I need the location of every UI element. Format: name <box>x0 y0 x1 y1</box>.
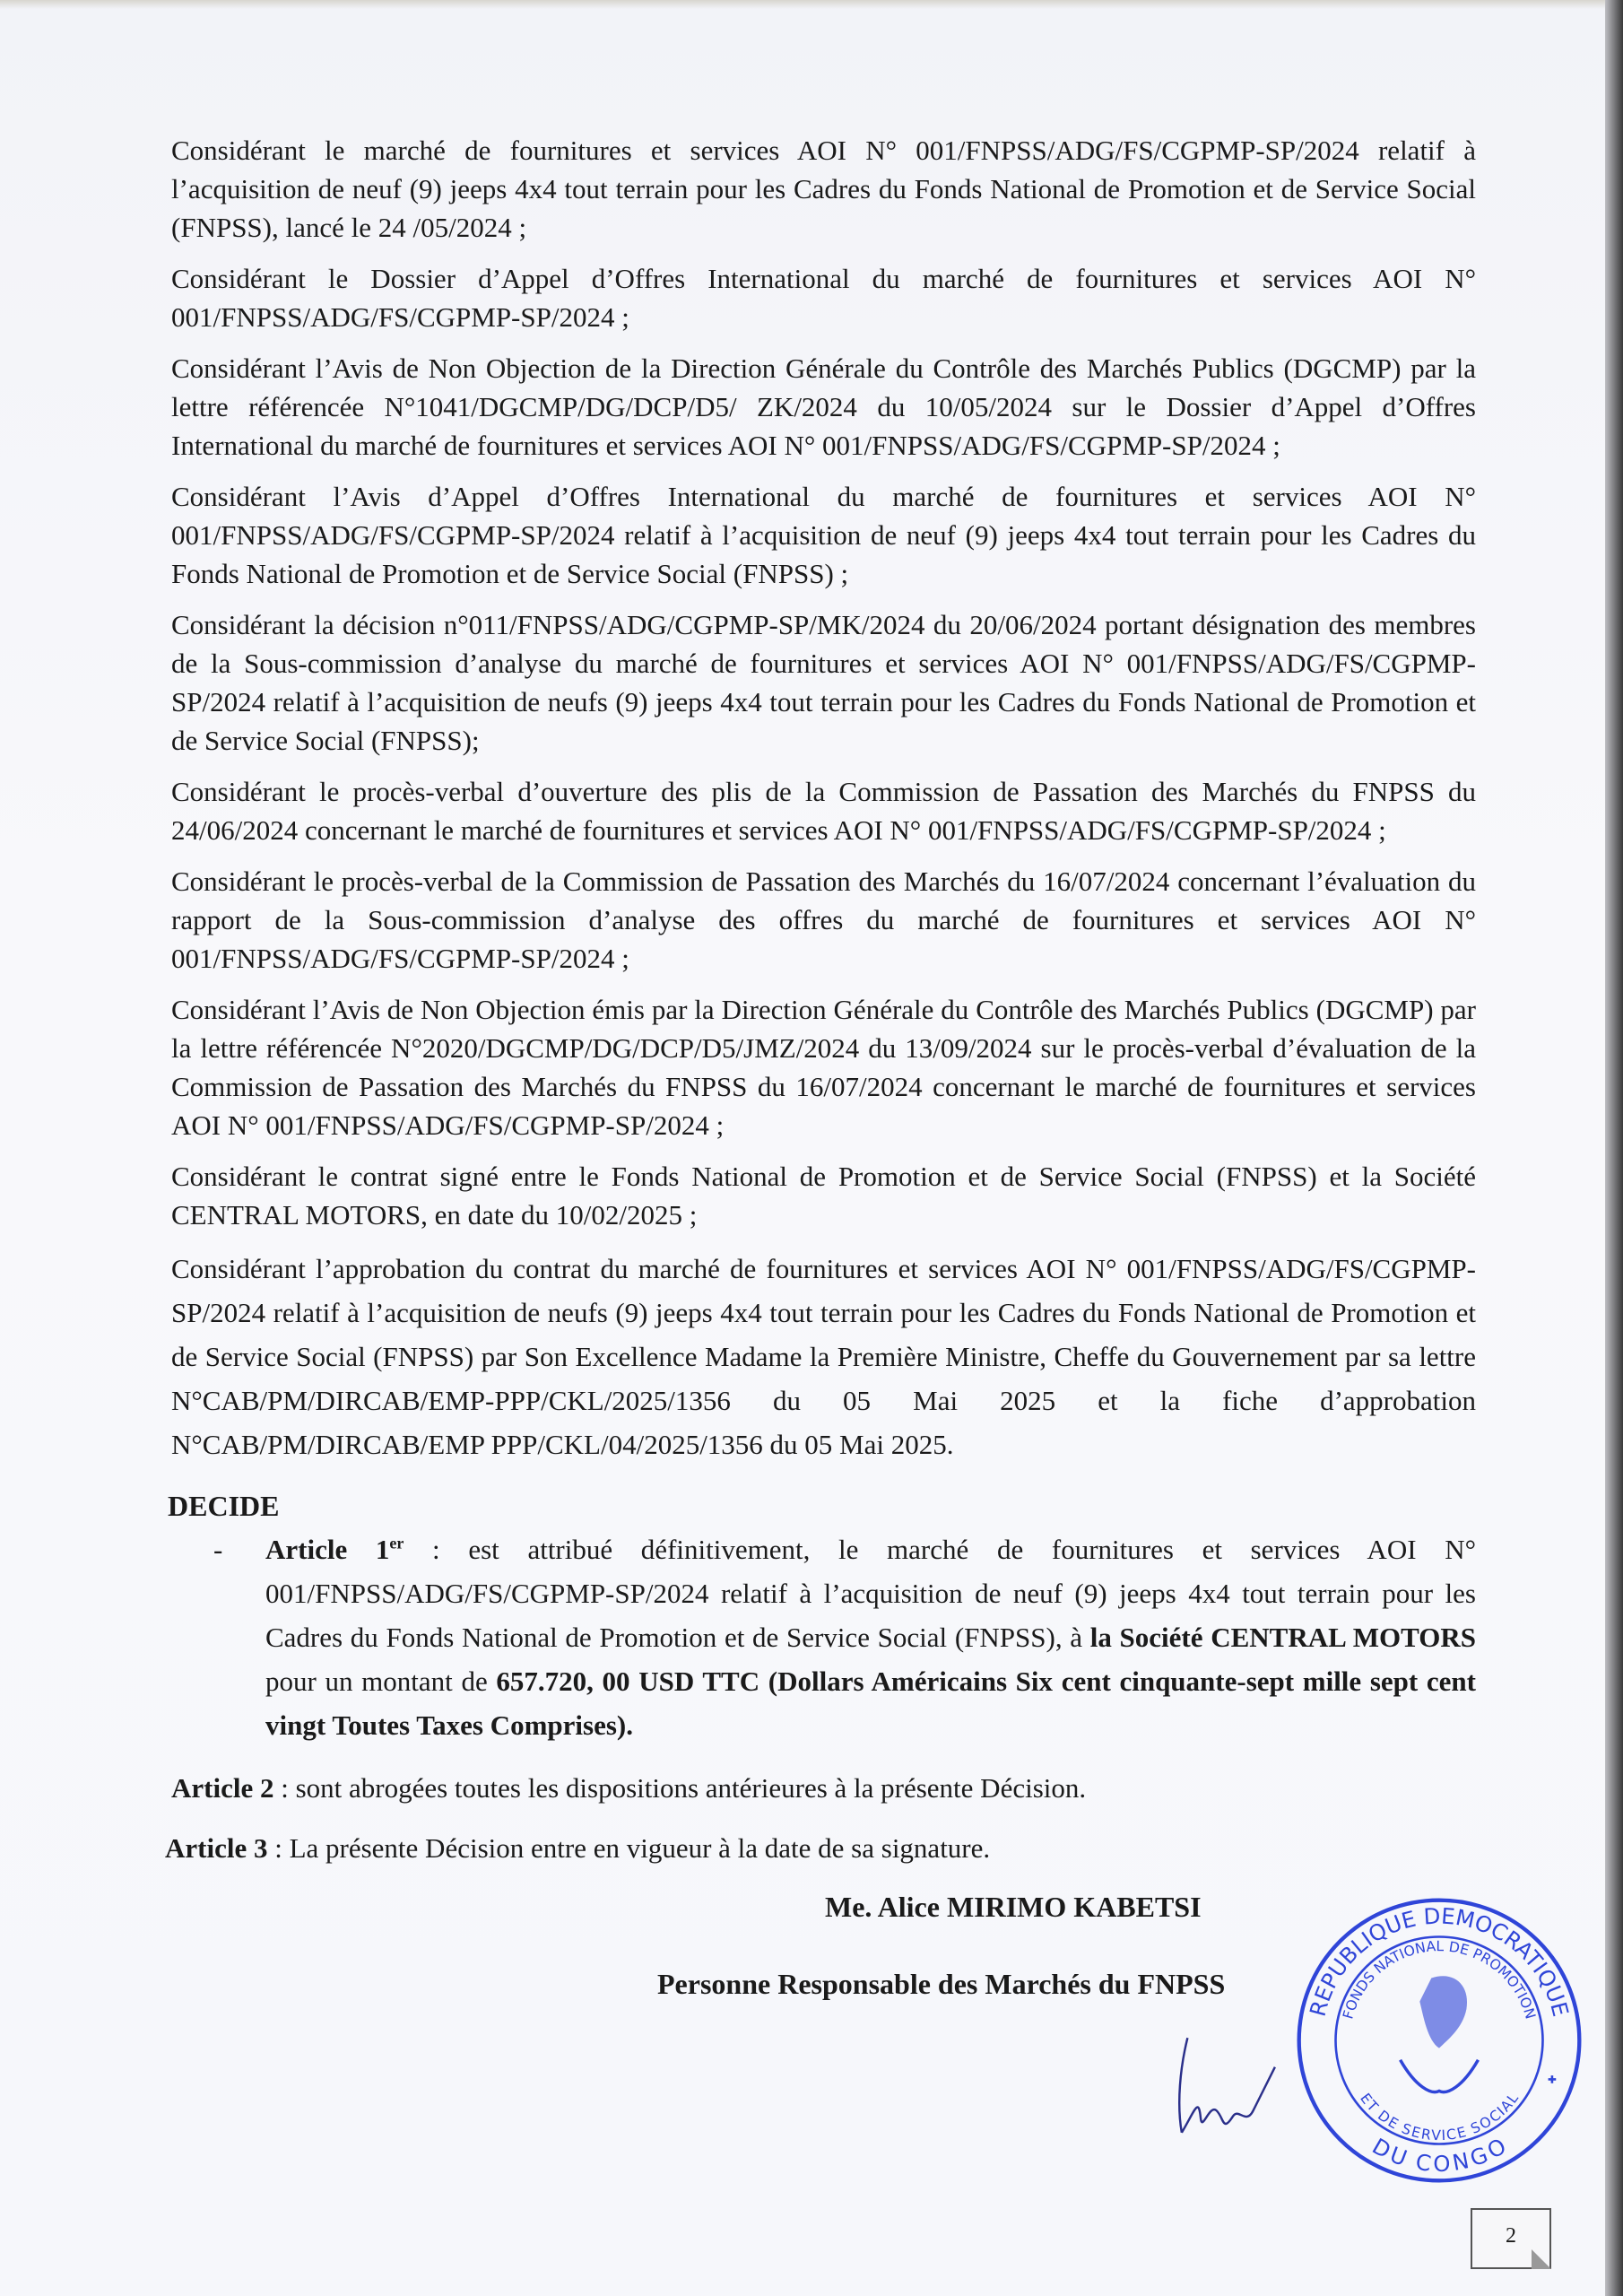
considerant-2: Considérant le Dossier d’Appel d’Offres International du marché de fournitures et services AOI N° 001/FNPSS/ADG/FS/CGPMP-SP/2024 ; <box>171 263 1476 333</box>
article-1-block <box>171 1527 1476 1747</box>
article-1-sup: er <box>389 1534 404 1552</box>
article-3-label: Article 3 <box>165 1832 268 1864</box>
handwritten-signature <box>1166 2018 1282 2152</box>
article-1-awardee: la Société CENTRAL MOTORS <box>1089 1622 1476 1653</box>
official-stamp <box>1291 1892 1587 2188</box>
article-1-mid: pour un montant de <box>265 1665 497 1697</box>
signatory-title: Personne Responsable des Marchés du FNPSS <box>657 1968 1226 2000</box>
article-2-text: : sont abrogées toutes les dispositions antérieures à la présente Décision. <box>273 1772 1087 1804</box>
article-2 <box>171 1769 1476 1807</box>
decide-heading: DECIDE <box>168 1490 280 1522</box>
article-3 <box>165 1829 1476 1867</box>
article-1-amount: 657.720, 00 USD TTC (Dollars Américains Six cent cinquante-sept mille sept cent vingt Toutes Taxes Comprises). <box>265 1665 1476 1741</box>
svg-text:REPUBLIQUE DEMOCRATIQUE: REPUBLIQUE DEMOCRATIQUE <box>1304 1902 1575 2020</box>
considerant-6: Considérant le procès-verbal d’ouverture des plis de la Commission de Passation des Marchés du FNPSS du 24/06/2024 concernant le marché de fournitures et services AOI N° 001/FNPSS/ADG/FS/CGPMP-SP/2024 ; <box>171 776 1476 846</box>
considerant-3: Considérant l’Avis de Non Objection de la Direction Générale du Contrôle des Marchés Publics (DGCMP) par la lettre référencée N°1041/DGCMP/DG/DCP/D5/ ZK/2024 du 10/05/2024 sur le Dossier d’Appel d’Offres International du marché de fournitures et services AOI N° 001/FNPSS/ADG/FS/CGPMP-SP/2024 ; <box>171 352 1476 461</box>
signatory-name: Me. Alice MIRIMO KABETSI <box>825 1891 1202 1923</box>
svg-text:DU CONGO: DU CONGO <box>1367 2133 1511 2178</box>
considerant-1: Considérant le marché de fournitures et services AOI N° 001/FNPSS/ADG/FS/CGPMP-SP/2024 relatif à l’acquisition de neuf (9) jeeps 4x4 tout terrain pour les Cadres du Fonds National de Promotion et de Service Social (FNPSS), lancé le 24 /05/2024 ; <box>171 135 1476 243</box>
svg-text:FONDS NATIONAL DE PROMOTION: FONDS NATIONAL DE PROMOTION <box>1339 1937 1540 2022</box>
article-3-text: : La présente Décision entre en vigueur à la date de sa signature. <box>267 1832 991 1864</box>
article-1 <box>265 1527 1476 1747</box>
page-number-text: 2 <box>1506 2224 1516 2248</box>
page-curl-icon <box>1532 2249 1551 2269</box>
considerant-7: Considérant le procès-verbal de la Commission de Passation des Marchés du 16/07/2024 concernant l’évaluation du rapport de la Sous-commission d’analyse des offres du marché de fournitures et services AOI N° 001/FNPSS/ADG/FS/CGPMP-SP/2024 ; <box>171 865 1476 974</box>
page-number <box>1471 2208 1551 2269</box>
list-dash: - <box>213 1534 223 1565</box>
article-2-label: Article 2 <box>171 1772 274 1804</box>
considerant-9: Considérant le contrat signé entre le Fonds National de Promotion et de Service Social (FNPSS) et la Société CENTRAL MOTORS, en date du 10/02/2025 ; <box>171 1161 1476 1231</box>
article-1-label: Article 1 <box>265 1534 390 1565</box>
page-right-edge <box>1605 0 1623 2296</box>
article-1-text: : est attribué définitivement, le marché de fournitures et services AOI N° 001/FNPSS/ADG/FS/CGPMP-SP/2024 relatif à l’acquisition de neuf (9) jeeps 4x4 tout terrain pour les Cadres du Fonds National de Promotion et de Service Social (FNPSS), à <box>265 1534 1476 1653</box>
considerant-5: Considérant la décision n°011/FNPSS/ADG/CGPMP-SP/MK/2024 du 20/06/2024 portant désignation des membres de la Sous-commission d’analyse du marché de fournitures et services AOI N° 001/FNPSS/ADG/FS/CGPMP-SP/2024 relatif à l’acquisition de neufs (9) jeeps 4x4 tout terrain pour les Cadres du Fonds National de Promotion et de Service Social (FNPSS); <box>171 609 1476 756</box>
considerant-8: Considérant l’Avis de Non Objection émis par la Direction Générale du Contrôle des Marchés Publics (DGCMP) par la lettre référencée N°2020/DGCMP/DG/DCP/D5/JMZ/2024 du 13/09/2024 sur le procès-verbal d’évaluation de la Commission de Passation des Marchés du FNPSS du 16/07/2024 concernant le marché de fournitures et services AOI N° 001/FNPSS/ADG/FS/CGPMP-SP/2024 ; <box>171 994 1476 1141</box>
svg-text:ET DE SERVICE SOCIAL: ET DE SERVICE SOCIAL <box>1357 2090 1522 2144</box>
document-body <box>165 131 1476 2004</box>
considerant-4: Considérant l’Avis d’Appel d’Offres International du marché de fournitures et services AOI N° 001/FNPSS/ADG/FS/CGPMP-SP/2024 relatif à l’acquisition de neuf (9) jeeps 4x4 tout terrain pour les Cadres du Fonds National de Promotion et de Service Social (FNPSS) ; <box>171 481 1476 589</box>
considerant-10: Considérant l’approbation du contrat du marché de fournitures et services AOI N° 001/FNPSS/ADG/FS/CGPMP-SP/2024 relatif à l’acquisition de neufs (9) jeeps 4x4 tout terrain pour les Cadres du Fonds National de Promotion et de Service Social (FNPSS) par Son Excellence Madame la Première Ministre, Cheffe du Gouvernement par sa lettre N°CAB/PM/DIRCAB/EMP-PPP/CKL/2025/1356 du 05 Mai 2025 et la fiche d’approbation N°CAB/PM/DIRCAB/EMP PPP/CKL/04/2025/1356 du 05 Mai 2025. <box>171 1253 1476 1460</box>
page-top-edge <box>0 0 1623 9</box>
